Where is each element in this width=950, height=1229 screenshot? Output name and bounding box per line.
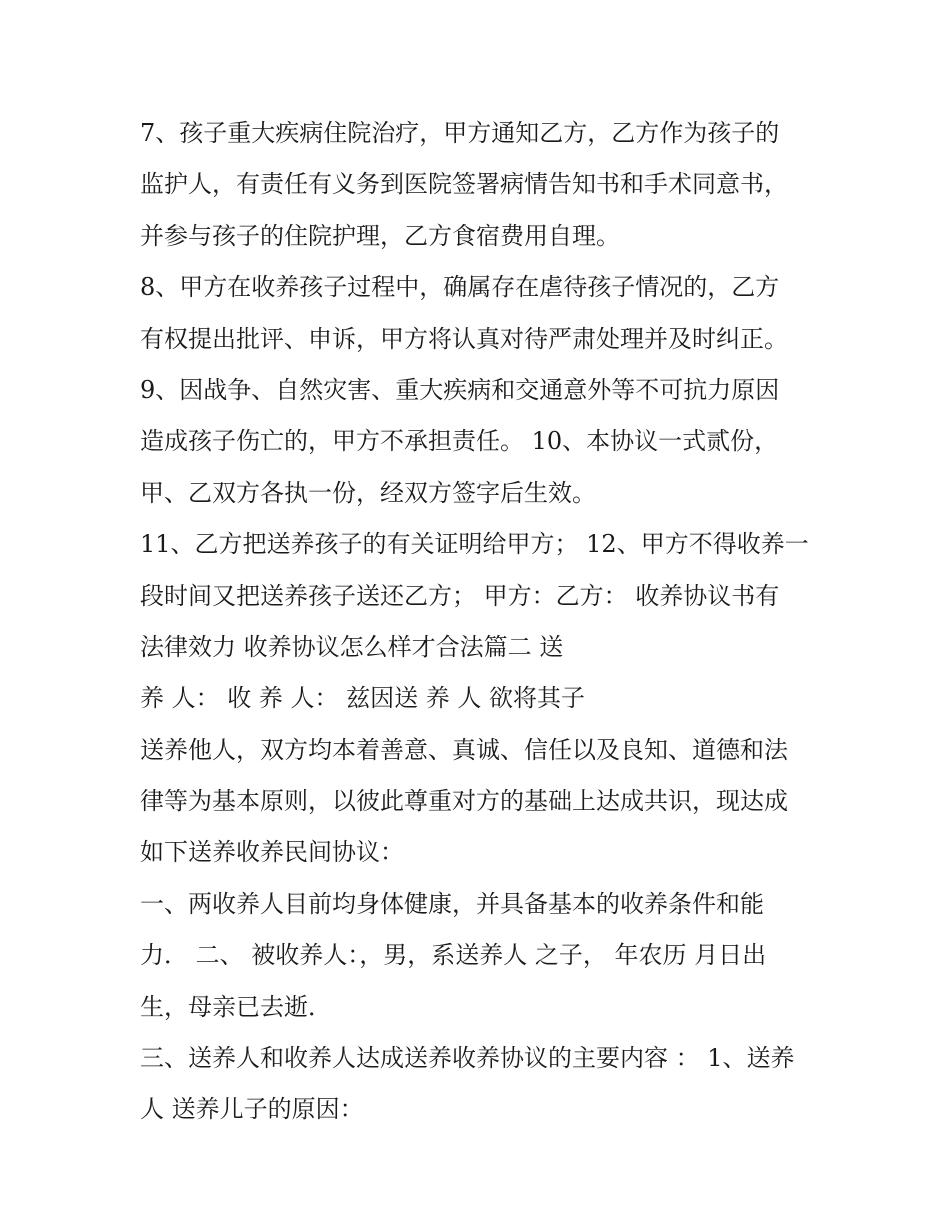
text-line: 11、乙方把送养孩子的有关证明给甲方； 12、甲方不得收养一 <box>140 530 809 559</box>
text-line: 三、送养人和收养人达成送养收养协议的主要内容 ： 1、送养 <box>140 1044 795 1073</box>
text-line: 生，母亲已去逝． <box>140 992 332 1021</box>
text-line: 力． 二、 被收养人：，男，系送养人 之子， 年农历 月日出 <box>140 941 767 970</box>
text-line: 造成孩子伤亡的，甲方不承担责任。 10、本协议一式贰份， <box>140 427 779 456</box>
text-line: 监护人，有责任有义务到医院签署病情告知书和手术同意书， <box>140 170 788 199</box>
text-line: 7、孩子重大疾病住院治疗，甲方通知乙方，乙方作为孩子的 <box>140 119 780 147</box>
text-line: 如下送养收养民间协议： <box>140 838 404 867</box>
document-body <box>140 108 830 1136</box>
text-line: 段时间又把送养孩子送还乙方； 甲方：乙方： 收养协议书有 <box>140 581 780 610</box>
text-line: 律等为基本原则，以彼此尊重对方的基础上达成共识，现达成 <box>140 787 788 816</box>
text-line: 有权提出批评、申诉，甲方将认真对待严肃处理并及时纠正。 <box>140 324 788 353</box>
text-line: 并参与孩子的住院护理，乙方食宿费用自理。 <box>140 221 620 250</box>
text-line: 8、甲方在收养孩子过程中，确属存在虐待孩子情况的，乙方 <box>140 273 780 302</box>
text-line: 甲、乙双方各执一份，经双方签字后生效。 <box>140 478 596 507</box>
text-line: 送养他人，双方均本着善意、真诚、信任以及良知、道德和法 <box>140 735 788 764</box>
text-line: 养 人： 收 养 人： 兹因送 养 人 欲将其子 <box>140 684 586 713</box>
text-line: 9、因战争、自然灾害、重大疾病和交通意外等不可抗力原因 <box>140 375 780 404</box>
text-line: 法律效力 收养协议怎么样才合法篇二 送 <box>140 632 564 661</box>
text-line: 一、两收养人目前均身体健康，并具备基本的收养条件和能 <box>140 889 764 918</box>
text-line: 人 送养儿子的原因： <box>140 1095 364 1124</box>
